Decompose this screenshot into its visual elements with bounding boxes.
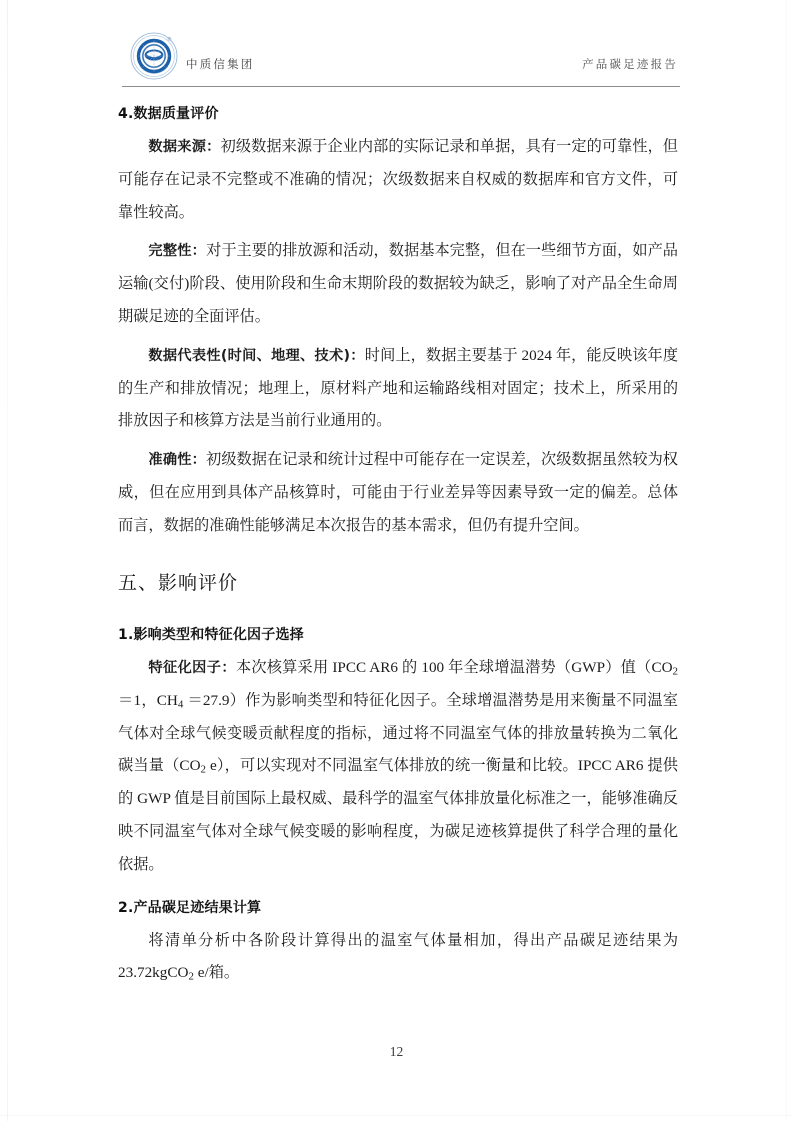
co2-subscript-2: 2: [200, 763, 207, 776]
scan-edge-left: [7, 0, 8, 1121]
chapter-heading-impact-assessment: 五、影响评价: [118, 572, 239, 594]
paragraph-characterization-factor: [118, 652, 678, 882]
paragraph-data-source: [118, 131, 678, 229]
result-value-number: 23.72kgCO: [118, 964, 189, 982]
paragraph-text-completeness: 对于主要的排放源和活动，数据基本完整，但在一些细节方面，如产品运输(交付)阶段、使用阶段和生命末期阶段的数据较为缺乏，影响了对产品全生命周期碳足迹的全面评估。: [118, 242, 678, 325]
characterization-text-part4: e），可以实现对不同温室气体排放的统一衡量和比较。IPCC AR6 提供的 GWP 值是目前国际上最权威、最科学的温室气体排放量化标准之一，能够准确反映不同温室气体对全球气候变暖的影响程度，为碳足迹核算提供了科学合理的量化依据。: [118, 757, 678, 873]
paragraph-completeness: [118, 235, 678, 333]
characterization-text-part1: 本次核算采用 IPCC AR6 的 100 年全球增温潜势（GWP）值（CO: [235, 658, 673, 676]
result-text-part1: 将清单分析中各阶段计算得出的温室气体量相加，得出产品碳足迹结果为: [148, 931, 678, 949]
heading-impact-type-and-characterization: 1.影响类型和特征化因子选择: [118, 626, 304, 643]
svg-text:®: ®: [167, 37, 172, 43]
page-header: [122, 28, 680, 90]
report-title: 产品碳足迹报告: [582, 57, 678, 71]
paragraph-result-calculation: [118, 925, 678, 991]
scan-edge-right: [786, 0, 787, 1121]
header-row: [122, 28, 680, 83]
page-number: 12: [389, 1044, 404, 1059]
paragraph-lead-completeness: 完整性：: [148, 243, 207, 260]
result-co2-subscript: 2: [188, 970, 194, 983]
heading-carbon-footprint-result: 2.产品碳足迹结果计算: [118, 899, 262, 916]
brand-name: 中质信集团: [186, 57, 255, 71]
heading-data-quality: 4.数据质量评价: [118, 106, 219, 122]
characterization-text-part3: ＝27.9）作为影响类型和特征化因子。全球增温潜势是用来衡量不同温室气体对全球气候变暖贡献程度的指标，通过将不同温室气体的排放量转换为二氧化碳当量（CO: [118, 691, 678, 775]
ch4-subscript: 4: [177, 698, 184, 711]
header-divider: [122, 86, 680, 87]
result-value-unit: e/箱。: [193, 964, 240, 982]
paragraph-text-data-source: 初级数据来源于企业内部的实际记录和单据，具有一定的可靠性，但可能存在记录不完整或不准确的情况；次级数据来自权威的数据库和官方文件，可靠性较高。: [118, 138, 678, 221]
page-content: [118, 104, 678, 990]
paragraph-representativeness: [118, 340, 678, 438]
company-seal-logo-icon: [128, 30, 180, 82]
paragraph-lead-data-source: 数据来源：: [148, 139, 221, 155]
paragraph-lead-representativeness: 数据代表性(时间、地理、技术)：: [148, 347, 365, 364]
paragraph-text-accuracy: 初级数据在记录和统计过程中可能存在一定误差，次级数据虽然较为权威，但在应用到具体产品核算时，可能由于行业差异等因素导致一定的偏差。总体而言，数据的准确性能够满足本次报告的基本需求，但仍有提升空间。: [118, 451, 678, 534]
paragraph-lead-accuracy: 准确性：: [148, 452, 207, 469]
paragraph-text-representativeness: 时间上，数据主要基于 2024 年，能反映该年度的生产和排放情况；地理上，原材料产地和运输路线相对固定；技术上，所采用的排放因子和核算方法是当前行业通用的。: [118, 346, 679, 430]
co2-subscript-1: 2: [672, 665, 679, 678]
scan-edge-bottom: [0, 1115, 793, 1116]
page-footer: [0, 1044, 793, 1060]
paragraph-accuracy: [118, 444, 678, 542]
paragraph-lead-characterization: 特征化因子：: [148, 659, 236, 676]
characterization-text-part2: ＝1，CH: [118, 691, 178, 709]
